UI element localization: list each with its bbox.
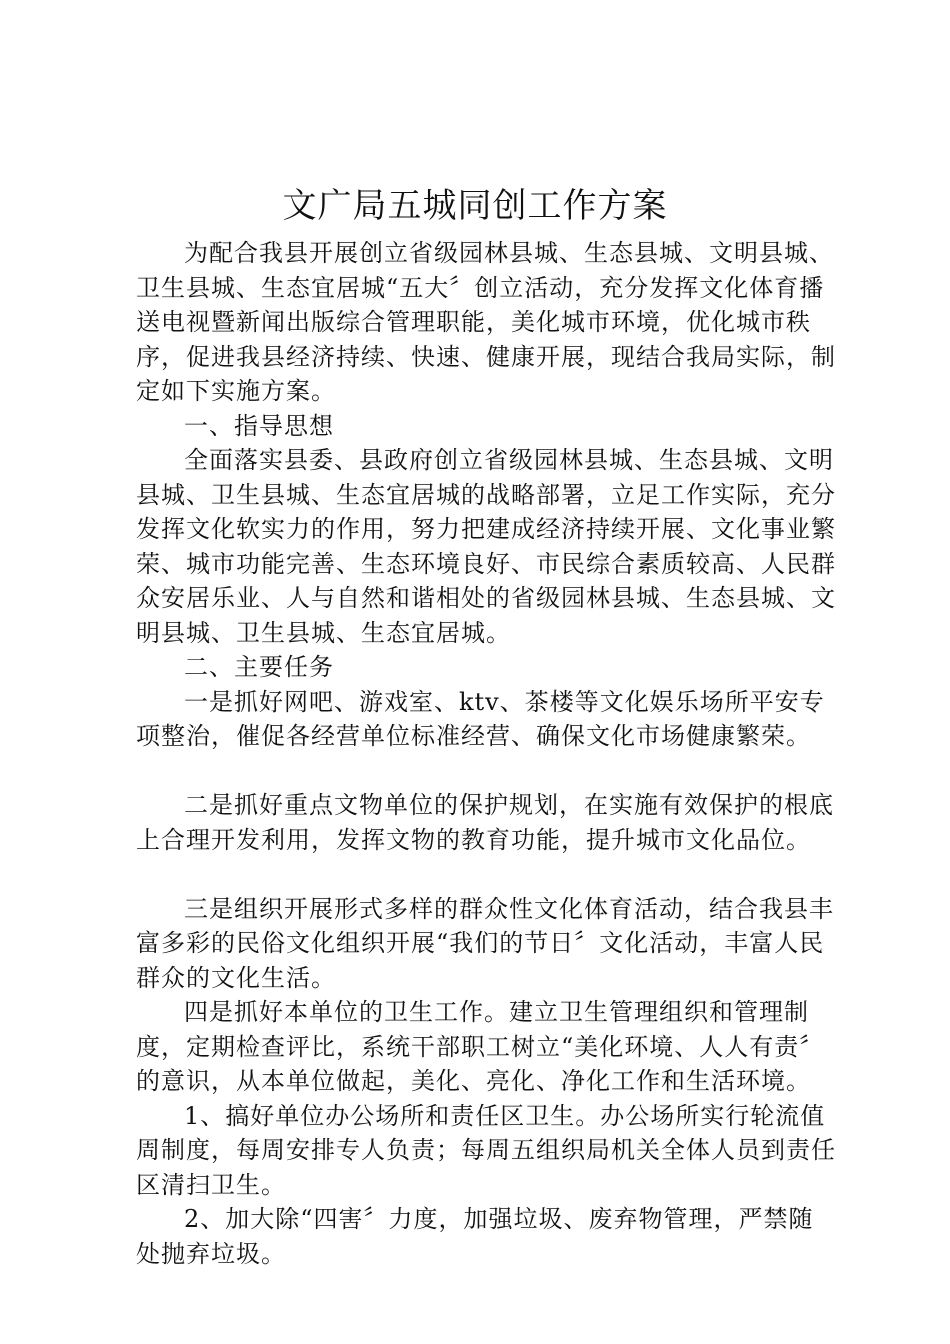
paragraph-guiding-thought: 全面落实县委、县政府创立省级园林县城、生态县城、文明县城、卫生县城、生态宜居城的战略部署，立足工作实际，充分发挥文化软实力的作用，努力把建成经济持续开展、文化事业繁荣、城市功能完善、生态环境良好、市民综合素质较高、人民群众安居乐业、人与自然和谐相处的省级园林县城、生态县城、文明县城、卫生县城、生态宜居城。 bbox=[136, 446, 836, 647]
document-body bbox=[136, 236, 836, 1271]
section-heading-guiding-thought: 一、指导思想 bbox=[184, 411, 334, 440]
task-paragraph-1: 一是抓好网吧、游戏室、ktv、茶楼等文化娱乐场所平安专项整治，催促各经营单位标准经营、确保文化市场健康繁荣。 bbox=[136, 687, 825, 750]
section-heading-main-tasks: 二、主要任务 bbox=[184, 653, 334, 681]
paragraph-intro: 为配合我县开展创立省级园林县城、生态县城、文明县城、卫生县城、生态宜居城“五大〞创立活动，充分发挥文化体育播送电视暨新闻出版综合管理职能，美化城市环境，优化城市秩序，促进我县经济持续、快速、健康开展，现结合我局实际，制定如下实施方案。 bbox=[136, 239, 836, 405]
task-paragraph-2: 二是抓好重点文物单位的保护规划，在实施有效保护的根底上合理开发利用，发挥文物的教育功能，提升城市文化品位。 bbox=[136, 791, 834, 854]
document-title: 文广局五城同创工作方案 bbox=[282, 186, 668, 226]
task-paragraph-3: 三是组织开展形式多样的群众性文化体育活动，结合我县丰富多彩的民俗文化组织开展“我们的节日〞文化活动，丰富人民群众的文化生活。 bbox=[136, 894, 834, 992]
sub-item-2: 2、加大除“四害〞力度，加强垃圾、废弃物管理，严禁随处抛弃垃圾。 bbox=[136, 1205, 814, 1268]
sub-item-1: 1、搞好单位办公场所和责任区卫生。办公场所实行轮流值周制度，每周安排专人负责；每周五组织局机关全体人员到责任区清扫卫生。 bbox=[136, 1101, 836, 1199]
task-paragraph-4: 四是抓好本单位的卫生工作。建立卫生管理组织和管理制度，定期检查评比，系统干部职工树立“美化环境、人人有责〞的意识，从本单位做起，美化、亮化、净化工作和生活环境。 bbox=[136, 998, 825, 1095]
